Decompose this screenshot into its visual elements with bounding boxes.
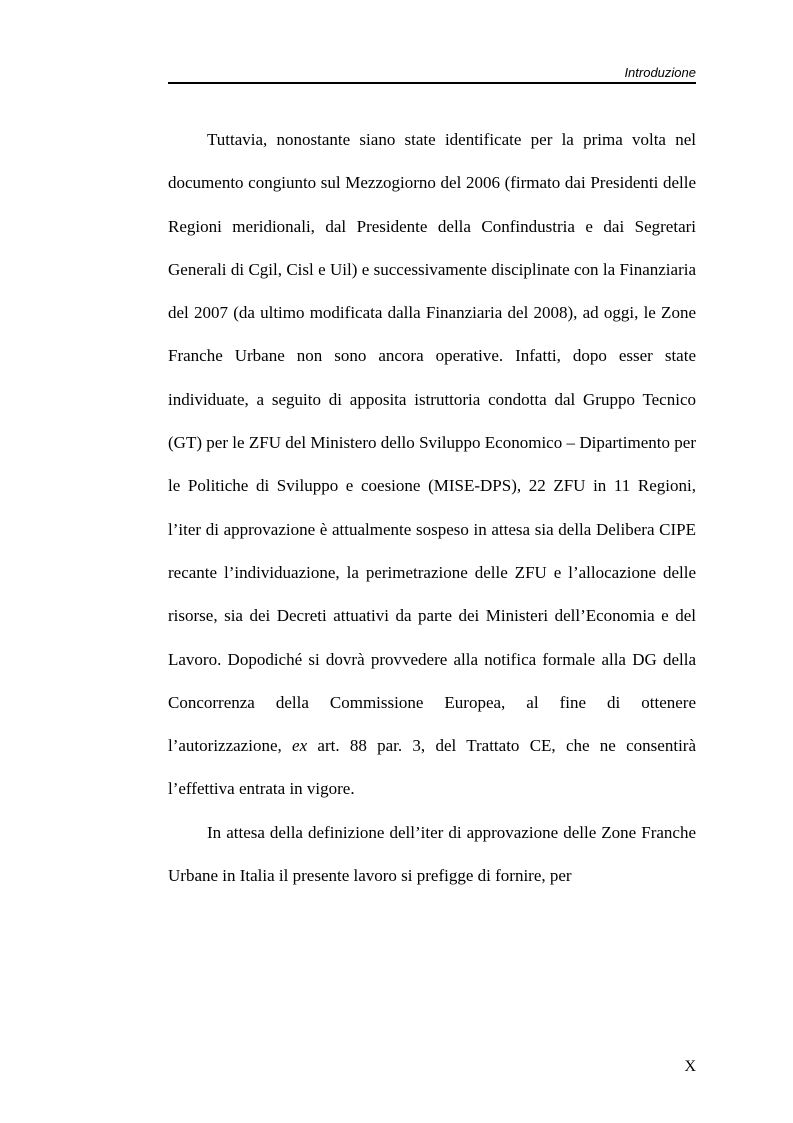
paragraph-1-text-b: art. 88 par. 3, del Trattato CE, che ne consentirà l’effettiva entrata in vigore. [168, 736, 696, 799]
paragraph-2: In attesa della definizione dell’iter di approvazione delle Zone Franche Urbane in Italia il presente lavoro si prefigge di fornire, per [168, 822, 696, 886]
page-number: X [684, 1058, 696, 1075]
running-header-title: Introduzione [624, 65, 696, 80]
body-text [168, 118, 696, 897]
paragraph-1-text-a: Tuttavia, nonostante siano state identificate per la prima volta nel documento congiunto sul Mezzogiorno del 2006 (firmato dai Presidenti delle Regioni meridionali, dal Presidente della Confindustria e dai Segretari Generali di Cgil, Cisl e Uil) e successivamente disciplinate con la Finanziaria del 2007 (da ultimo modificata dalla Finanziaria del 2008), ad oggi, le Zone Franche Urbane non sono ancora operative. Infatti, dopo esser state individuate, a seguito di apposita istruttoria condotta dal Gruppo Tecnico (GT) per le ZFU del Ministero dello Sviluppo Economico – Dipartimento per le Politiche di Sviluppo e coesione (MISE-DPS), 22 ZFU in 11 Regioni, l’iter di approvazione è attualmente sospeso in attesa sia della Delibera CIPE recante l’individuazione, la perimetrazione delle ZFU e l’allocazione delle risorse, sia dei Decreti attuativi da parte dei Ministeri dell’Economia e del Lavoro. Dopodiché si dovrà provvedere alla notifica formale alla DG della Concorrenza della Commissione Europea, al fine di ottenere l’autorizzazione, [168, 130, 696, 756]
paragraph-1 [168, 118, 696, 811]
paragraph-1-italic-term: ex [292, 736, 308, 756]
running-header [168, 64, 696, 84]
